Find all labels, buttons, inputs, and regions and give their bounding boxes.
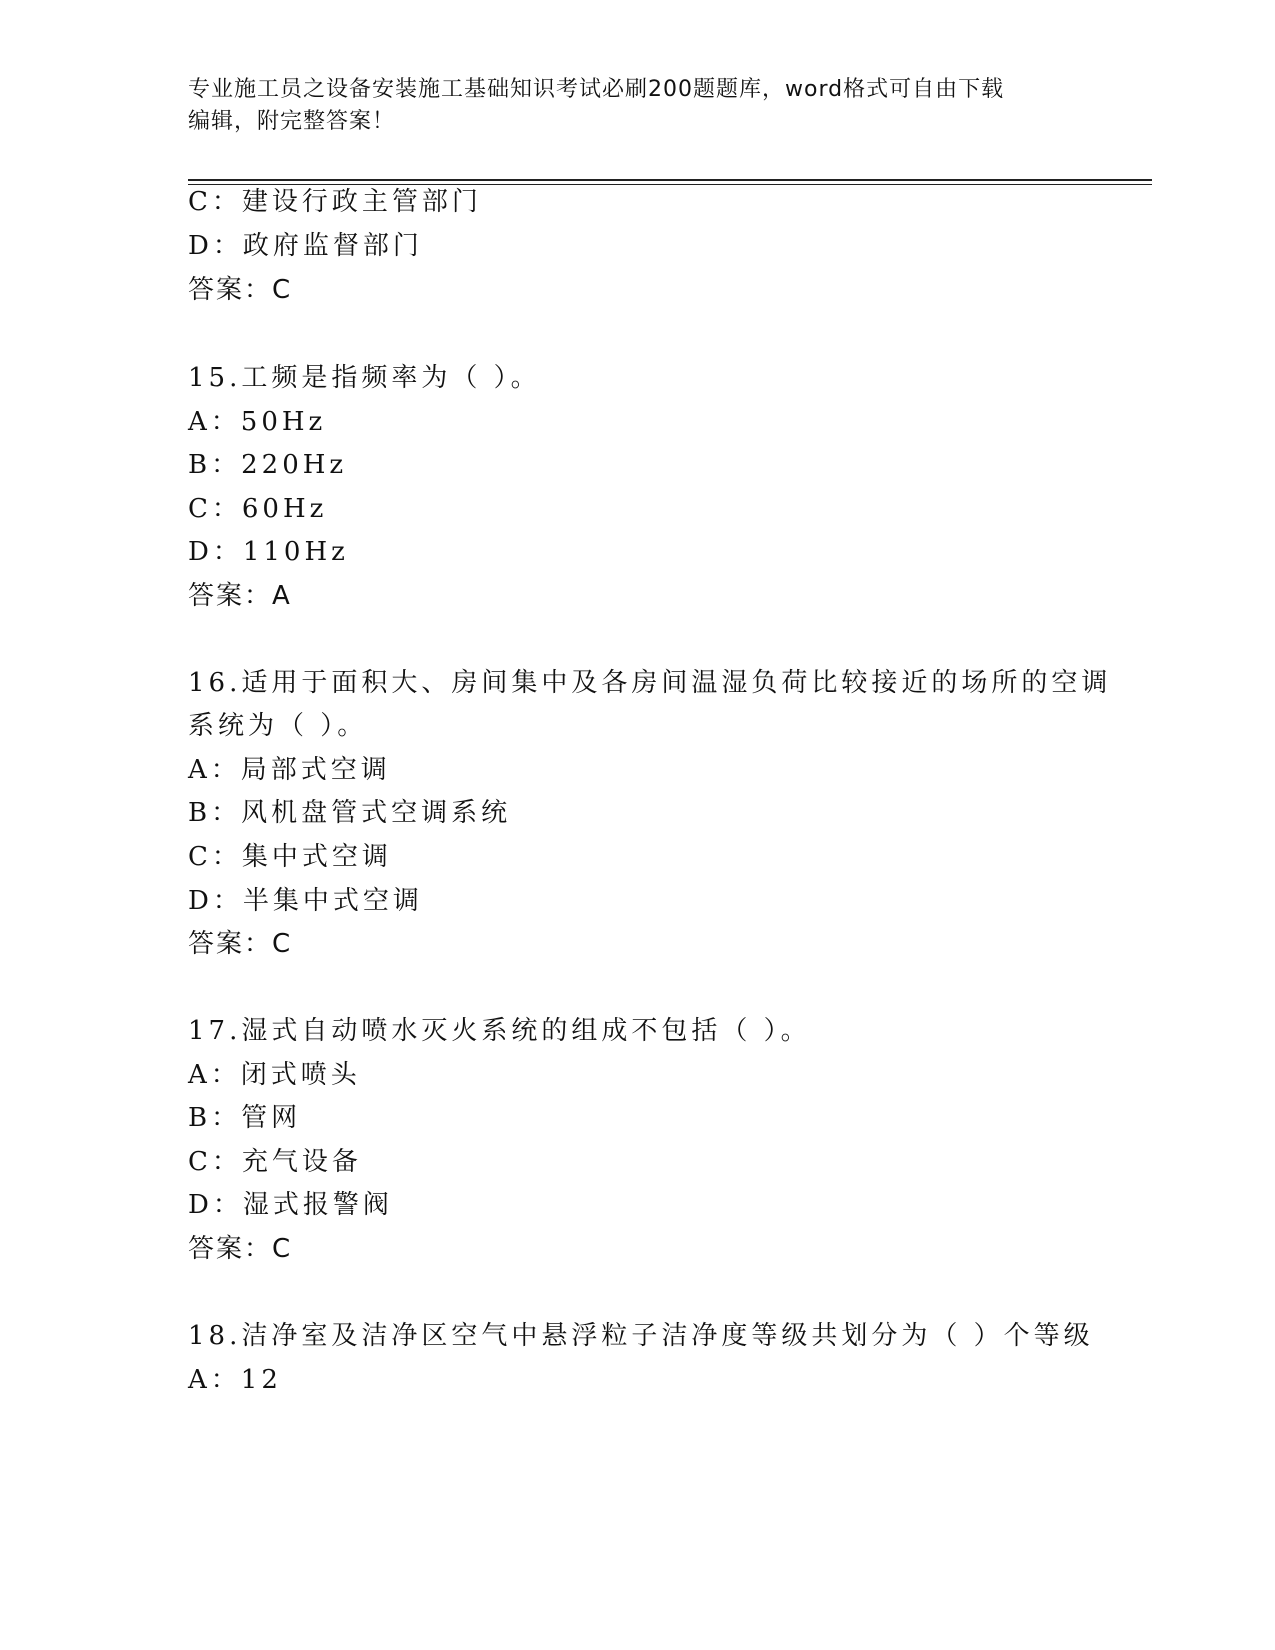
question-15-option-c: C：60Hz — [188, 494, 328, 524]
question-15-answer: 答案：A — [188, 581, 292, 611]
question-16-option-b: B：风机盘管式空调系统 — [188, 798, 512, 828]
question-17-stem: 17.湿式自动喷水灭火系统的组成不包括（ ）。 — [188, 1016, 811, 1046]
question-16-option-c: C：集中式空调 — [188, 842, 392, 872]
question-17-answer: 答案：C — [188, 1234, 293, 1264]
question-16-option-d: D：半集中式空调 — [188, 886, 423, 916]
header-title-line-2: 编辑，附完整答案！ — [188, 109, 396, 134]
question-15-stem: 15.工频是指频率为（ ）。 — [188, 363, 541, 393]
question-16-option-a: A：局部式空调 — [188, 755, 391, 785]
question-17-option-c: C：充气设备 — [188, 1147, 362, 1177]
question-17-option-b: B：管网 — [188, 1103, 302, 1133]
question-18-option-a: A：12 — [188, 1365, 282, 1395]
prev-option-d: D：政府监督部门 — [188, 231, 423, 261]
question-15-option-a: A：50Hz — [188, 407, 327, 437]
question-15-option-b: B：220Hz — [188, 450, 348, 480]
header-divider-thick — [188, 179, 1152, 181]
question-16-answer: 答案：C — [188, 929, 293, 959]
header-title-line-1: 专业施工员之设备安装施工基础知识考试必刷200题题库，word格式可自由下载 — [188, 77, 1005, 102]
question-16-stem-line-2: 系统为（ ）。 — [188, 711, 368, 741]
question-15-option-d: D：110Hz — [188, 537, 349, 567]
header-divider-thin — [188, 184, 1152, 185]
prev-answer: 答案：C — [188, 275, 293, 305]
question-18-stem: 18.洁净室及洁净区空气中悬浮粒子洁净度等级共划分为（ ）个等级 — [188, 1321, 1094, 1351]
question-17-option-a: A：闭式喷头 — [188, 1060, 361, 1090]
document-header — [188, 74, 1088, 138]
question-16-stem-line-1: 16.适用于面积大、房间集中及各房间温湿负荷比较接近的场所的空调 — [188, 668, 1112, 698]
question-17-option-d: D：湿式报警阀 — [188, 1190, 393, 1220]
prev-option-c: C：建设行政主管部门 — [188, 187, 482, 217]
